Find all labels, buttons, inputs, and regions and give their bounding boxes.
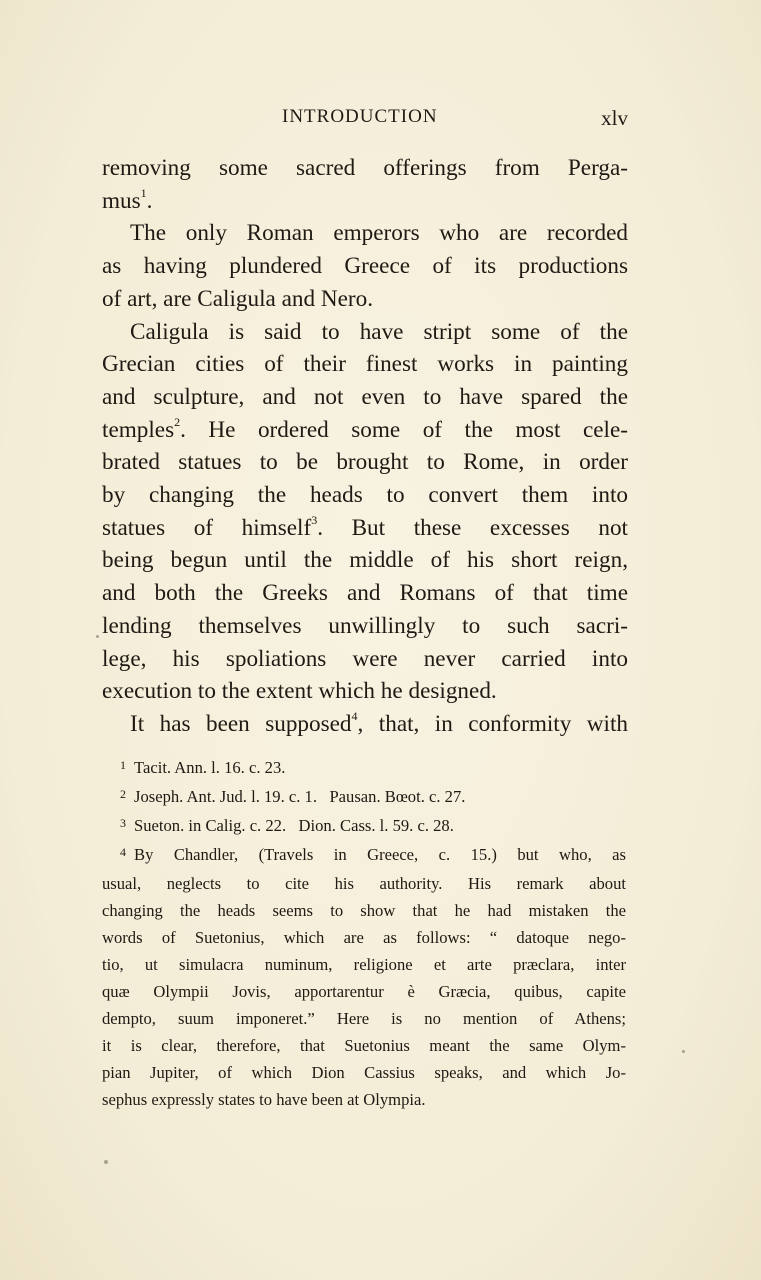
- footnote-ref: 1: [140, 185, 147, 200]
- text-line: removing some sacred offerings from Perga-: [102, 155, 628, 181]
- footnote-ref: 3: [311, 512, 318, 527]
- footnote-continuation: words of Suetonius, which are as follows: “ datoque nego-: [102, 928, 626, 947]
- footnote-continuation: sephus expressly states to have been at Olympia.: [102, 1090, 426, 1109]
- paper-speck: [104, 1160, 108, 1164]
- text-line: and both the Greeks and Romans of that time: [102, 580, 628, 607]
- text-line: statues of himself$^3$. But these excesses not: [102, 512, 628, 541]
- text-line: temples$^2$. He ordered some of the most cele-: [102, 414, 628, 443]
- text-line: The only Roman emperors who are recorded: [130, 220, 628, 247]
- paper-speck: [682, 1050, 685, 1053]
- text-line: by changing the heads to convert them into: [102, 482, 628, 509]
- text-line: It has been supposed$^4$, that, in conformity with: [130, 708, 629, 737]
- text-line: as having plundered Greece of its productions: [102, 253, 628, 280]
- footnote-ref: 4: [351, 708, 358, 723]
- footnote-ref: 2: [174, 414, 181, 429]
- footnote-continuation: usual, neglects to cite his authority. His remark about: [102, 874, 626, 893]
- footnote: $^4$ By Chandler, (Travels in Greece, c. 15.) but who, as: [120, 845, 626, 864]
- footnotes: [102, 754, 626, 1113]
- text-line: of art, are Caligula and Nero.: [102, 285, 374, 312]
- text-line: being begun until the middle of his short reign,: [102, 547, 628, 574]
- running-head: [100, 106, 630, 134]
- footnote-continuation: quæ Olympii Jovis, apportarentur è Græcia, quibus, capite: [102, 982, 626, 1001]
- footnote-continuation: pian Jupiter, of which Dion Cassius speaks, and which Jo-: [102, 1063, 626, 1082]
- footnote-continuation: dempto, suum imponeret.” Here is no mention of Athens;: [102, 1009, 626, 1028]
- text-line: lending themselves unwillingly to such sacri-: [102, 612, 628, 639]
- footnote-continuation: tio, ut simulacra numinum, religione et arte præclara, inter: [102, 955, 626, 974]
- footnote-continuation: it is clear, therefore, that Suetonius meant the same Olym-: [102, 1036, 626, 1055]
- running-title: INTRODUCTION: [282, 106, 438, 127]
- text-line: brated statues to be brought to Rome, in order: [102, 449, 628, 476]
- main-text: [102, 152, 628, 741]
- paper-speck: [96, 635, 99, 638]
- text-line: and sculpture, and not even to have spared the: [102, 383, 628, 410]
- text-line: Caligula is said to have stript some of the: [130, 318, 628, 345]
- footnote: $^3$ Sueton. in Calig. c. 22. Dion. Cass. l. 59. c. 28.: [120, 816, 454, 835]
- footnote: $^2$ Joseph. Ant. Jud. l. 19. c. 1. Pausan. Bœot. c. 27.: [120, 787, 466, 806]
- page-number: xlv: [601, 106, 628, 130]
- footnote: $^1$ Tacit. Ann. l. 16. c. 23.: [120, 758, 286, 777]
- text-line: mus$^1$.: [102, 185, 153, 214]
- text-line: lege, his spoliations were never carried into: [102, 645, 628, 672]
- text-line: execution to the extent which he designed.: [102, 678, 497, 705]
- text-line: Grecian cities of their finest works in painting: [102, 351, 628, 378]
- footnote-continuation: changing the heads seems to show that he had mistaken the: [102, 901, 626, 920]
